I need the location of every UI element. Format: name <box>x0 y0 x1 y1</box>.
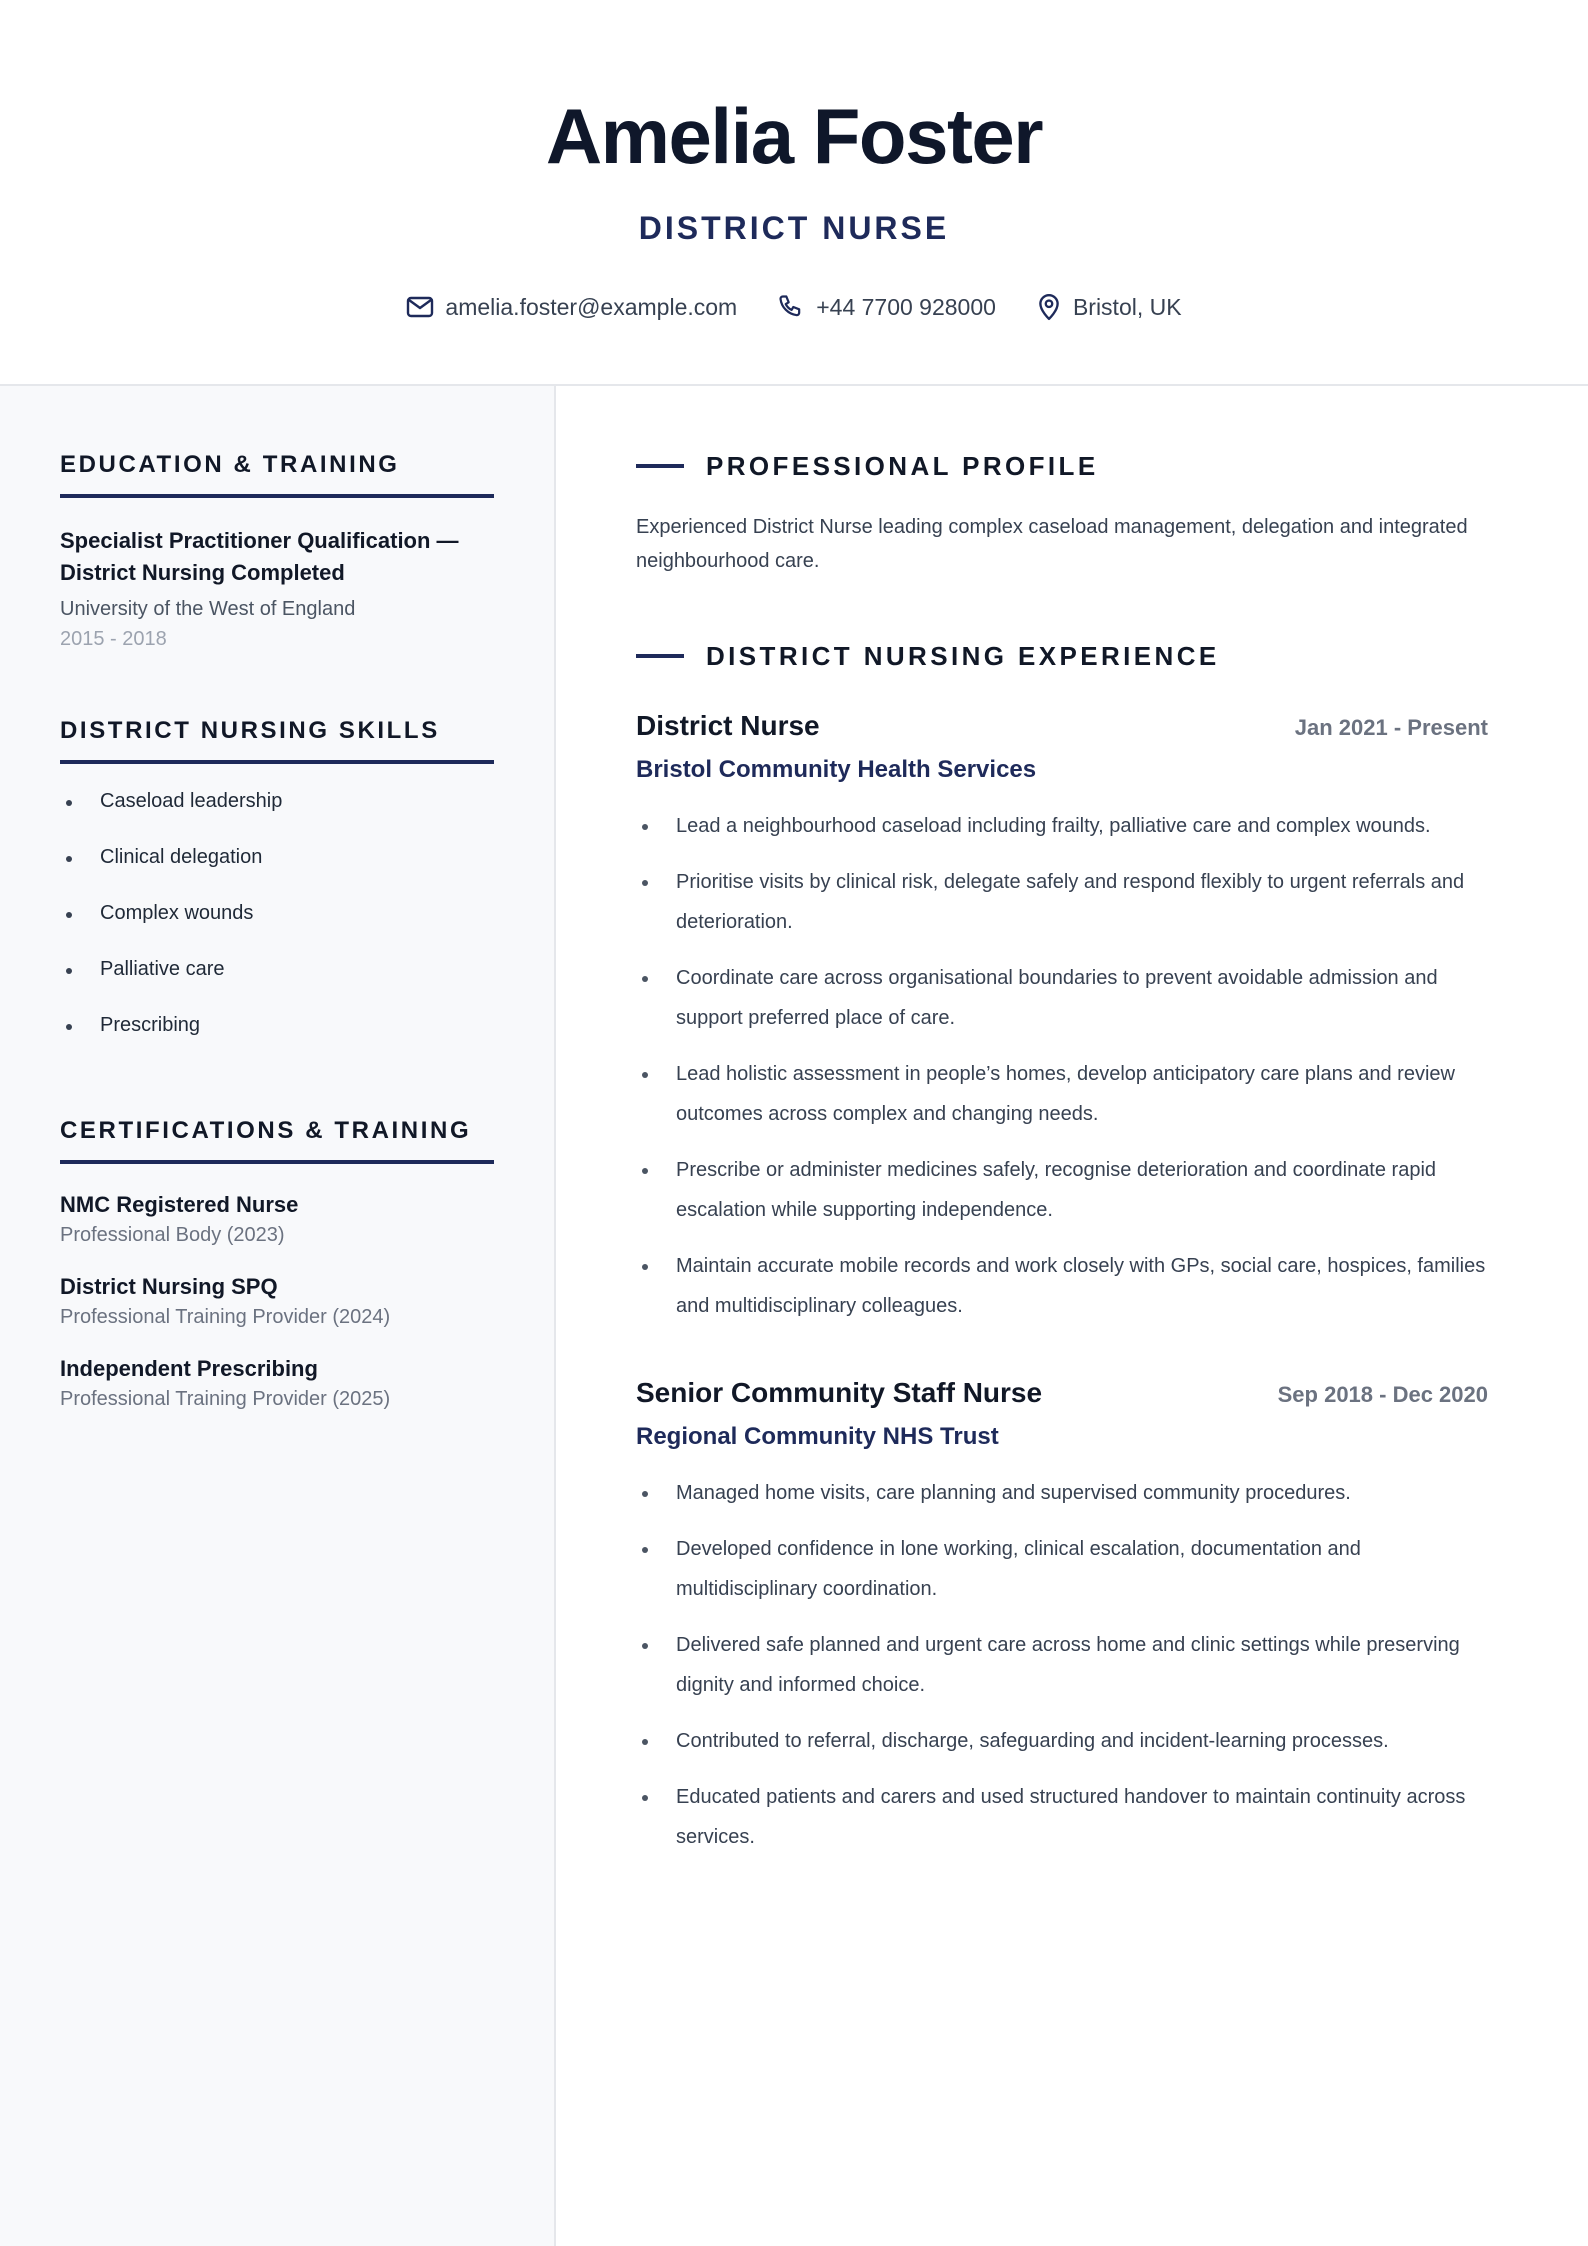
job-bullets <box>636 1473 1488 1857</box>
profile-summary: Experienced District Nurse leading complex caseload management, delegation and integrated neighbourhood care. <box>636 516 1468 572</box>
job-bullet: Lead holistic assessment in people’s homes, develop anticipatory care plans and review outcomes across complex and changing needs. <box>636 1054 1488 1134</box>
certification-item <box>60 1272 494 1332</box>
education-school: University of the West of England <box>60 598 356 620</box>
experience-heading <box>636 640 1220 672</box>
skill-item: Prescribing <box>60 1010 494 1040</box>
job-entry <box>636 1373 1488 1873</box>
job-company: Regional Community NHS Trust <box>636 1423 999 1450</box>
heading-rule <box>636 654 684 658</box>
job-dates: Jan 2021 - Present <box>1294 715 1488 740</box>
contact-email[interactable] <box>406 290 737 324</box>
skill-item: Caseload leadership <box>60 786 494 816</box>
skill-item: Clinical delegation <box>60 842 494 872</box>
email-text: amelia.foster@example.com <box>445 294 738 320</box>
certification-name: NMC Registered Nurse <box>60 1192 299 1217</box>
location-text: Bristol, UK <box>1072 294 1182 320</box>
education-section <box>60 450 494 654</box>
education-years: 2015 - 2018 <box>60 628 167 650</box>
job-header <box>636 706 1488 748</box>
certifications-heading: CERTIFICATIONS & TRAINING <box>60 1116 494 1164</box>
certification-name: District Nursing SPQ <box>60 1274 278 1299</box>
candidate-name: Amelia Foster <box>545 92 1043 180</box>
certifications-section <box>60 1116 494 1414</box>
job-bullet: Educated patients and carers and used structured handover to maintain continuity across services. <box>636 1777 1488 1857</box>
profile-heading-text: PROFESSIONAL PROFILE <box>706 451 1099 481</box>
heading-rule <box>636 464 684 468</box>
education-heading: EDUCATION & TRAINING <box>60 450 494 498</box>
job-bullets <box>636 806 1488 1326</box>
sidebar <box>0 386 556 2246</box>
certification-meta: Professional Training Provider (2025) <box>60 1388 391 1410</box>
job-dates: Sep 2018 - Dec 2020 <box>1277 1382 1488 1407</box>
profile-heading <box>636 450 1099 482</box>
contact-location <box>1036 290 1182 324</box>
skill-item: Complex wounds <box>60 898 494 928</box>
skills-section <box>60 716 494 1066</box>
job-bullet: Prescribe or administer medicines safely, recognise deterioration and coordinate rapid escalation while supporting independence. <box>636 1150 1488 1230</box>
job-bullet: Prioritise visits by clinical risk, delegate safely and respond flexibly to urgent referrals and deterioration. <box>636 862 1488 942</box>
certification-meta: Professional Training Provider (2024) <box>60 1306 391 1328</box>
job-role: DISTRICT NURSE <box>638 210 950 246</box>
education-degree: Specialist Practitioner Qualification — District Nursing Completed <box>60 528 459 585</box>
job-bullet: Managed home visits, care planning and supervised community procedures. <box>636 1473 1488 1513</box>
resume-header <box>0 0 1588 386</box>
contact-phone[interactable] <box>777 290 996 324</box>
job-bullet: Contributed to referral, discharge, safeguarding and incident-learning processes. <box>636 1721 1488 1761</box>
job-header <box>636 1373 1488 1415</box>
certification-name: Independent Prescribing <box>60 1356 318 1381</box>
phone-text: +44 7700 928000 <box>816 294 996 320</box>
certification-meta: Professional Body (2023) <box>60 1224 285 1246</box>
job-title: Senior Community Staff Nurse <box>636 1377 1043 1408</box>
job-bullet: Lead a neighbourhood caseload including frailty, palliative care and complex wounds. <box>636 806 1488 846</box>
job-bullet: Developed confidence in lone working, clinical escalation, documentation and multidisciplinary coordination. <box>636 1529 1488 1609</box>
job-company: Bristol Community Health Services <box>636 756 1037 783</box>
job-title: District Nurse <box>636 710 820 741</box>
job-bullet: Delivered safe planned and urgent care across home and clinic settings while preserving dignity and informed choice. <box>636 1625 1488 1705</box>
envelope-icon <box>406 295 434 319</box>
job-bullet: Maintain accurate mobile records and work closely with GPs, social care, hospices, families and multidisciplinary colleagues. <box>636 1246 1488 1326</box>
skills-list <box>60 786 494 1040</box>
certification-item <box>60 1190 494 1250</box>
skills-heading: DISTRICT NURSING SKILLS <box>60 716 494 764</box>
map-pin-icon <box>1036 293 1062 321</box>
experience-heading-text: DISTRICT NURSING EXPERIENCE <box>706 641 1220 671</box>
phone-icon <box>777 293 805 321</box>
skill-item: Palliative care <box>60 954 494 984</box>
contact-bar <box>0 290 1588 324</box>
job-bullet: Coordinate care across organisational boundaries to prevent avoidable admission and support preferred place of care. <box>636 958 1488 1038</box>
job-entry <box>636 706 1488 1342</box>
certification-item <box>60 1354 494 1414</box>
